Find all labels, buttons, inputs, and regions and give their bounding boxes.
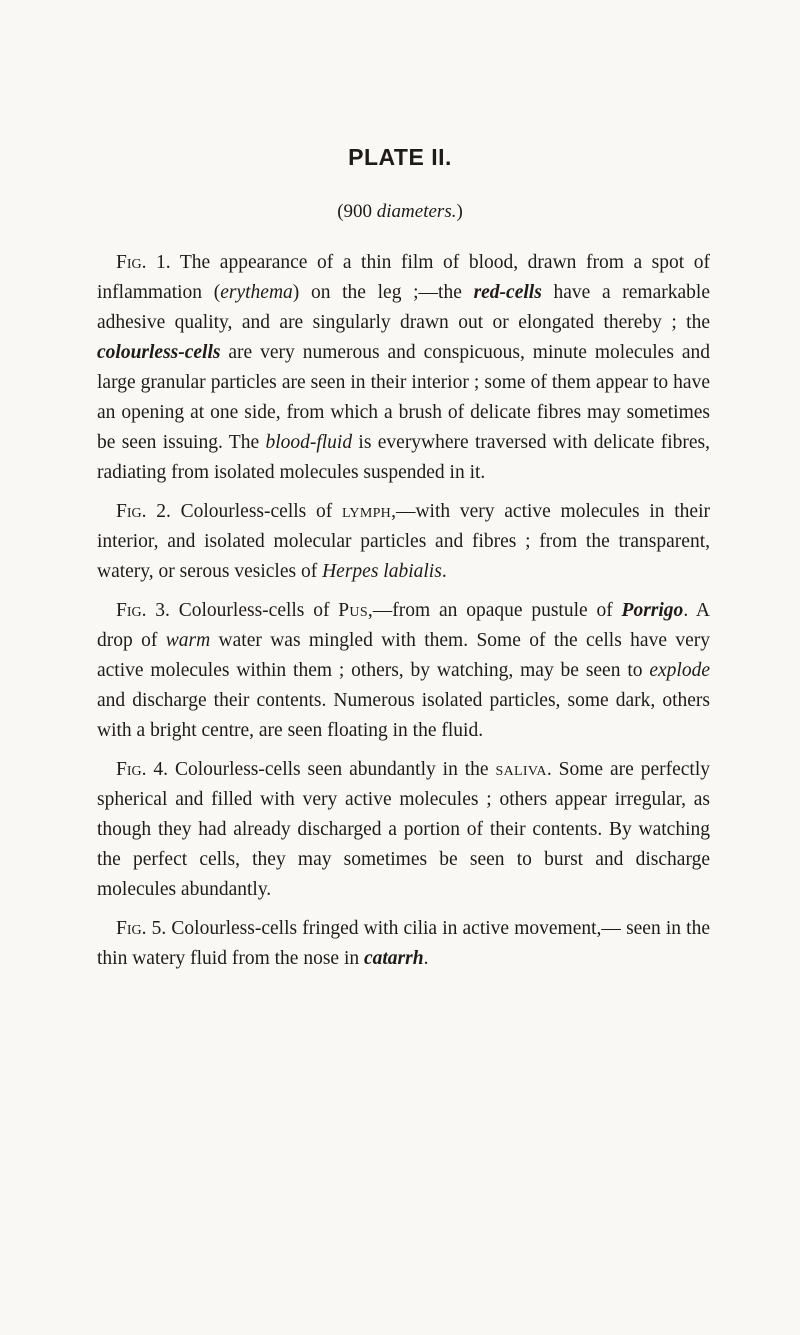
- emphasized-term: red-cells: [473, 282, 542, 303]
- figure-paragraph-4: [97, 755, 710, 905]
- text-run: .: [441, 561, 447, 582]
- figure-paragraph-5: [97, 914, 710, 974]
- figure-label: Fig. 5.: [116, 918, 167, 939]
- emphasized-term: erythema: [220, 282, 293, 303]
- subtitle-close: ): [456, 201, 463, 222]
- subtitle-italic: diameters.: [376, 201, 457, 222]
- figure-label: Fig. 1.: [116, 252, 171, 273]
- plate-subtitle: [0, 201, 800, 223]
- text-run: and discharge their contents. Numerous isolated particles, some dark, others with a bright centre, are seen floating in the fluid.: [97, 690, 710, 741]
- text-run: Colourless-cells of: [170, 501, 342, 522]
- emphasized-term: colourless-cells: [97, 342, 221, 363]
- text-run: The appearance of a thin film of blood, drawn from a spot of inflammation (: [97, 252, 710, 303]
- plate-title: PLATE II.: [348, 144, 452, 170]
- text-run: is everywhere traversed with delicate fibres, radiating from isolated molecules suspended in it.: [97, 432, 710, 483]
- figure-label: Fig. 4.: [116, 759, 169, 780]
- emphasized-term: Herpes labialis: [322, 561, 442, 582]
- emphasized-term: catarrh: [363, 948, 424, 969]
- text-run: . A drop of: [97, 600, 711, 651]
- figure-descriptions: [97, 248, 710, 983]
- emphasized-term: saliva: [495, 759, 547, 780]
- text-run: .: [423, 948, 429, 969]
- text-run: Colourless-cells seen abundantly in the: [168, 759, 496, 780]
- emphasized-term: blood-fluid: [265, 432, 353, 453]
- emphasized-term: Porrigo: [621, 600, 684, 621]
- emphasized-term: explode: [649, 660, 710, 681]
- figure-label: Fig. 2.: [116, 501, 171, 522]
- text-run: water was mingled with them. Some of the cells have very active molecules within them ; others, by watching, may be seen to: [97, 630, 710, 681]
- text-run: . Some are perfectly spherical and filled with very active molecules ; others appear irregular, as though they had already discharged a portion of their contents. By watching the perfect cells, they may sometimes be seen to burst and discharge molecules abundantly.: [97, 759, 710, 900]
- emphasized-term: warm: [165, 630, 211, 651]
- figure-label: Fig. 3.: [116, 600, 170, 621]
- text-run: ,—with very active molecules in their interior, and isolated molecular particles and fibres ; from the transparent, watery, or serous vesicles of: [97, 501, 711, 582]
- figure-paragraph-2: [97, 497, 710, 587]
- text-run: ,—from an opaque pustule of: [367, 600, 622, 621]
- emphasized-term: lymph: [341, 501, 392, 522]
- figure-paragraph-3: [97, 596, 710, 746]
- emphasized-term: Pus: [338, 600, 368, 621]
- text-run: ) on the leg ;—the: [292, 282, 474, 303]
- text-run: have a remarkable adhesive quality, and are singularly drawn out or elongated thereby ; the: [97, 282, 710, 333]
- subtitle-open: (900: [337, 201, 377, 222]
- text-run: Colourless-cells of: [169, 600, 339, 621]
- text-run: are very numerous and conspicuous, minute molecules and large granular particles are seen in their interior ; some of them appear to have an opening at one side, from which a brush of delicate fibres may sometimes be seen issuing. The: [97, 342, 710, 453]
- text-run: Colourless-cells fringed with cilia in active movement,— seen in the thin watery fluid from the nose in: [97, 918, 711, 969]
- figure-paragraph-1: [97, 248, 710, 488]
